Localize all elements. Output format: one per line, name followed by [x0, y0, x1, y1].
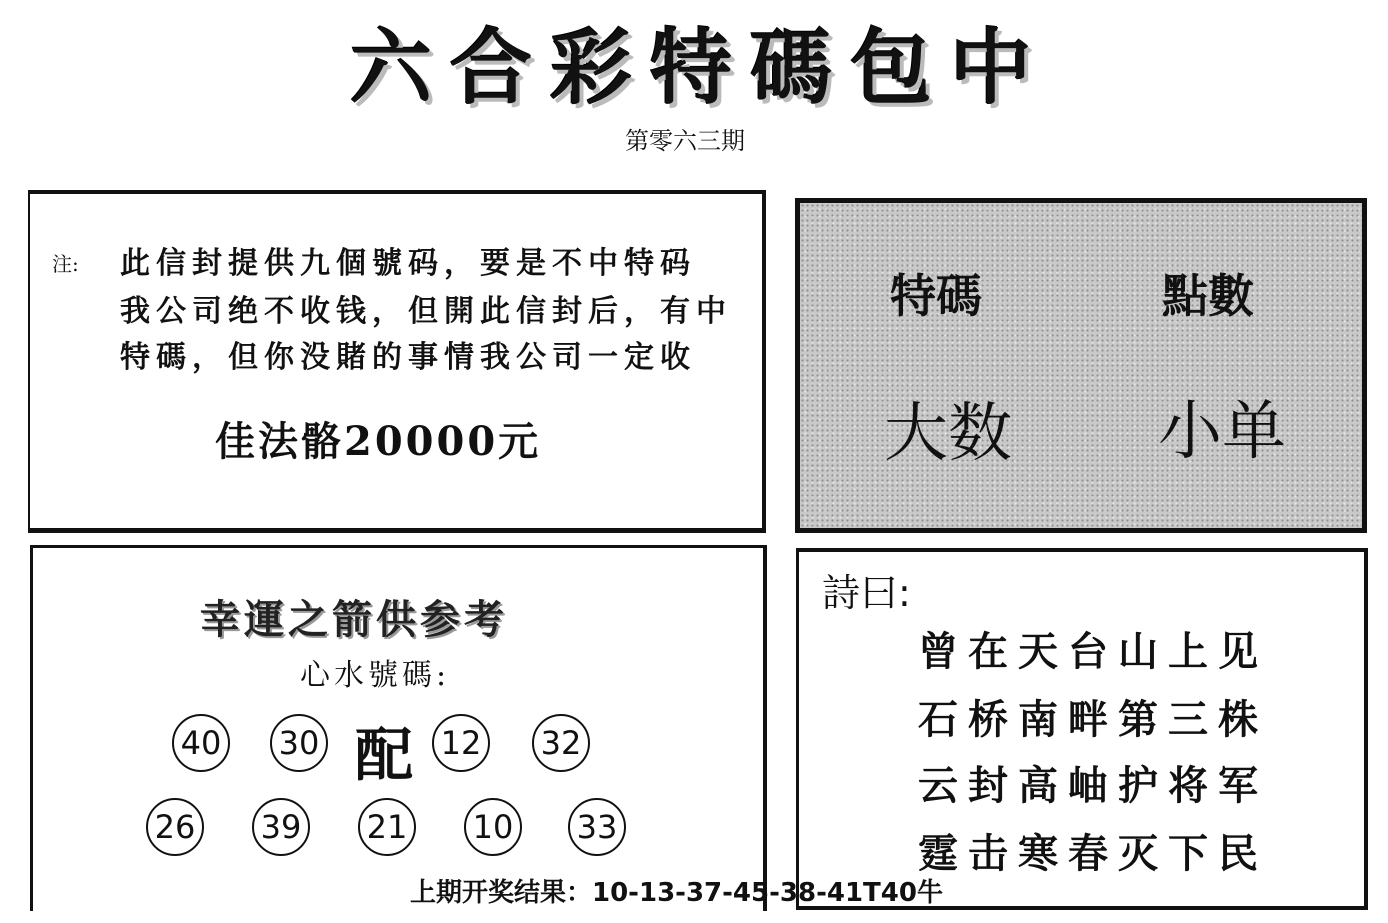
- notice-line: 此信封提供九個號码，要是不中特码: [120, 246, 696, 281]
- main-title: 六合彩特碼包中: [349, 20, 1050, 116]
- notice-line: 我公司绝不收钱，但開此信封后，有中: [120, 294, 732, 329]
- number-ball: 39: [252, 798, 310, 856]
- poem-line: 霆击寒春灭下民: [918, 830, 1268, 877]
- poem-heading: 詩曰:: [822, 571, 911, 615]
- code-value-left: 大数: [884, 397, 1012, 471]
- poem-line: 石桥南畔第三株: [918, 696, 1268, 743]
- note-label: 注:: [52, 252, 79, 276]
- notice-amount: 佳法骼20000元: [215, 418, 542, 465]
- number-ball: 21: [358, 798, 416, 856]
- notice-line: 特碼，但你没賭的事情我公司一定收: [120, 340, 696, 375]
- code-box: [795, 198, 1367, 533]
- lucky-title: 幸運之箭供参考: [200, 596, 508, 643]
- lucky-subtitle: 心水號碼:: [300, 658, 451, 693]
- pei-character: 配: [355, 721, 414, 789]
- number-ball: 12: [432, 714, 490, 772]
- code-label-left: 特碼: [890, 269, 982, 323]
- number-ball: 10: [464, 798, 522, 856]
- code-label-right: 點數: [1162, 269, 1254, 323]
- last-draw-result: 上期开奖结果：10-13-37-45-38-41T40牛: [410, 878, 943, 908]
- number-ball: 26: [146, 798, 204, 856]
- number-ball: 32: [532, 714, 590, 772]
- number-ball: 30: [270, 714, 328, 772]
- poem-line: 曾在天台山上见: [918, 628, 1268, 675]
- number-ball: 33: [568, 798, 626, 856]
- poem-line: 云封高岫护将军: [918, 762, 1268, 809]
- issue-number: 第零六三期: [625, 127, 745, 155]
- number-ball: 40: [172, 714, 230, 772]
- code-value-right: 小单: [1158, 395, 1286, 469]
